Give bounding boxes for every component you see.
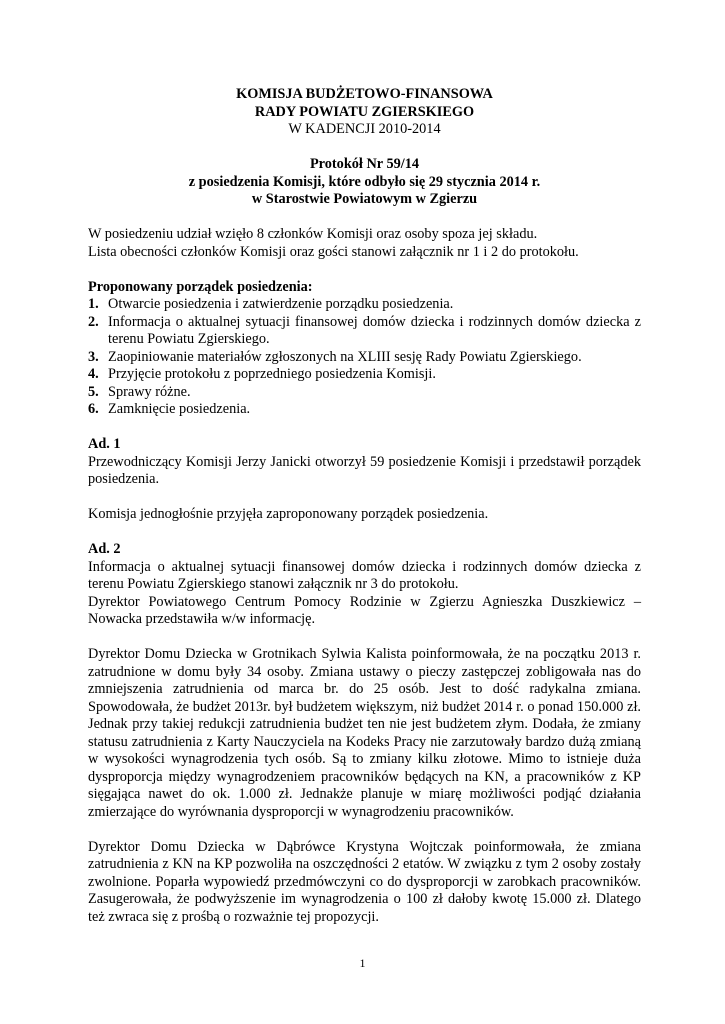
committee-name: KOMISJA BUDŻETOWO-FINANSOWA: [236, 86, 493, 102]
agenda-heading: Proponowany porządek posiedzenia:: [88, 278, 313, 295]
agenda-item: 3. Zaopiniowanie materiałów zgłoszonych na XLIII sesję Rady Powiatu Zgierskiego.: [88, 348, 582, 365]
attendance-list-line: Lista obecności członków Komisji oraz gości stanowi załącznik nr 1 i 2 do protokołu.: [88, 243, 579, 260]
page-number: 1: [359, 956, 366, 970]
agenda-item: 4. Przyjęcie protokołu z poprzedniego posiedzenia Komisji.: [88, 366, 436, 382]
ad2-paragraph: Informacja o aktualnej sytuacji finansowej domów dziecka i rodzinnych domów dziecka z terenu Powiatu Zgierskiego stanowi załącznik nr 3 do protokołu.: [88, 558, 641, 592]
ad1-paragraph: Przewodniczący Komisji Jerzy Janicki otworzył 59 posiedzenie Komisji i przedstawił porządek posiedzenia.: [88, 453, 641, 487]
ad2-paragraph: Dyrektor Powiatowego Centrum Pomocy Rodzinie w Zgierzu Agnieszka Duszkiewicz – Nowacka przedstawiła w/w informację.: [88, 593, 641, 627]
ad1-decision: Komisja jednogłośnie przyjęła zaproponowany porządek posiedzenia.: [88, 506, 489, 522]
ad2-paragraph: Dyrektor Domu Dziecka w Grotnikach Sylwia Kalista poinformowała, że na początku 2013 r. zatrudnione w domu były 34 osoby. Zmiana ustawy o pieczy zastępczej zobligowała nas do zmniejszenia zatrudnienia od marca br. do 25 osób. Jest to dość radykalna zmiana. Spowodowała, że budżet 2013r. był budżetem większym, niż budżet 2014 r. o ponad 150.000 zł. Jednak przy takiej redukcji zatrudnienia budżet ten nie jest budżetem złym. Dodała, że zmiany statusu zatrudnienia z Karty Nauczyciela na Kodeks Pracy nie zarzutowały bardzo dużą zmianą w wysokości wynagrodzenia tych osób. Są to zmiany kilku złotowe. Mimo to istnieje duża dysproporcja między wynagrodzeniem pracowników będących na KN, a pracowników z KP sięgająca nawet do ok. 1.000 zł. Jednakże planuje w miarę możliwości podjąć działania zmierzające do wyrównania dysproporcji w wynagrodzeniu pracowników.: [88, 646, 641, 820]
protocol-number: Protokół Nr 59/14: [309, 156, 420, 172]
document-body: [88, 86, 641, 926]
attendance-line: W posiedzeniu udział wzięło 8 członków Komisji oraz osoby spoza jej składu.: [88, 226, 538, 242]
ad2-paragraph: Dyrektor Domu Dziecka w Dąbrówce Krystyna Wojtczak poinformowała, że zmiana zatrudnienia z KN na KP pozwoliła na oszczędności 2 etatów. W związku z tym 2 osoby zostały zwolnione. Poparła wypowiedź przedmówczyni co do dysproporcji w zarobkach pracowników. Zasugerowała, że podwyższenie im wynagrodzenia o 100 zł dałoby kwotę 15.000 zł. Dlatego też zwraca się z prośbą o rozważnie tej propozycji.: [88, 838, 641, 925]
agenda-item: 2. Informacja o aktualnej sytuacji finansowej domów dziecka i rodzinnych domów dziecka z terenu Powiatu Zgierskiego.: [88, 313, 641, 347]
term-line: W KADENCJI 2010-2014: [288, 121, 441, 137]
ad1-heading: Ad. 1: [88, 436, 121, 452]
agenda-list: [88, 296, 641, 419]
ad2-heading: Ad. 2: [88, 541, 121, 557]
agenda-item: 1. Otwarcie posiedzenia i zatwierdzenie porządku posiedzenia.: [88, 296, 454, 312]
meeting-place-line: w Starostwie Powiatowym w Zgierzu: [251, 191, 478, 207]
protocol-title: [88, 156, 641, 209]
committee-header: [88, 86, 641, 121]
council-name: RADY POWIATU ZGIERSKIEGO: [254, 103, 475, 120]
agenda-item: 6. Zamknięcie posiedzenia.: [88, 401, 251, 417]
agenda-item: 5. Sprawy różne.: [88, 383, 191, 400]
meeting-date-line: z posiedzenia Komisji, które odbyło się 29 stycznia 2014 r.: [188, 173, 541, 190]
